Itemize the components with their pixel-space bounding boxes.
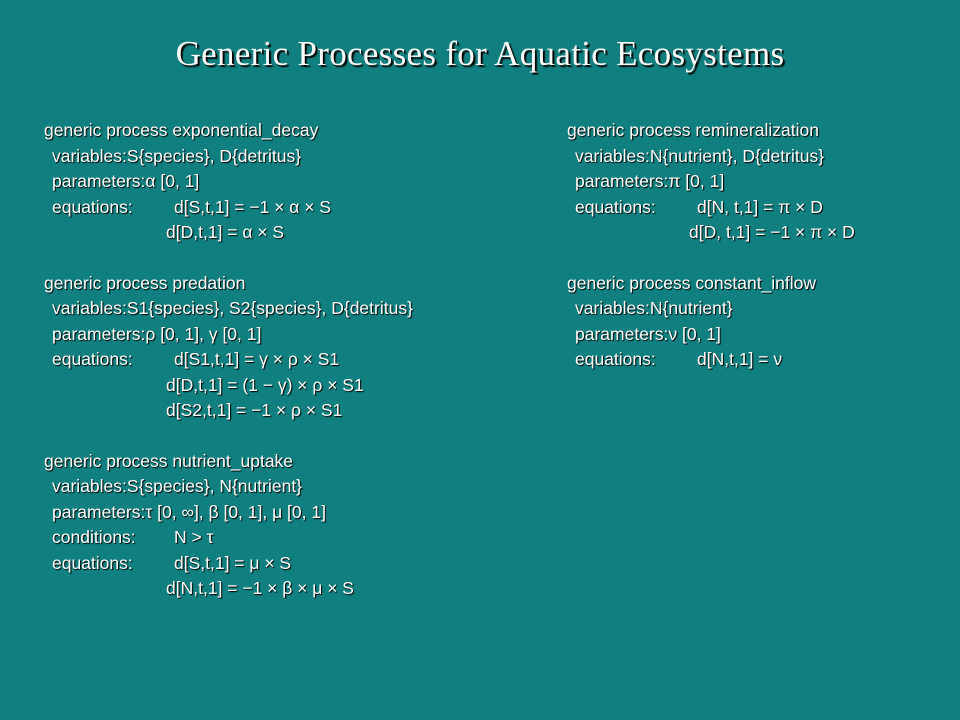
line-value: S{species}, N{nutrient} bbox=[126, 476, 303, 496]
process-block bbox=[567, 118, 947, 246]
process-line bbox=[44, 347, 514, 373]
process-line bbox=[567, 347, 947, 373]
line-key: equations: bbox=[52, 552, 133, 573]
line-value: S{species}, D{detritus} bbox=[126, 145, 302, 166]
process-line bbox=[567, 144, 947, 170]
process-line bbox=[44, 500, 514, 526]
process-header: generic process constant_inflow bbox=[567, 272, 817, 293]
line-value: d[D, t,1] = −1 × π × D bbox=[689, 222, 855, 242]
process-line bbox=[44, 551, 514, 577]
process-line bbox=[44, 195, 514, 221]
line-key: equations: bbox=[575, 349, 656, 369]
line-value: d[S,t,1] = μ × S bbox=[174, 552, 292, 573]
line-key: parameters: bbox=[575, 323, 669, 344]
line-value: ν [0, 1] bbox=[668, 323, 721, 344]
line-value: π [0, 1] bbox=[668, 171, 725, 191]
slide-title: Generic Processes for Aquatic Ecosystems bbox=[175, 34, 785, 73]
process-block bbox=[44, 449, 514, 602]
line-value: d[N, t,1] = π × D bbox=[697, 196, 823, 217]
line-key: parameters: bbox=[575, 171, 669, 191]
process-line bbox=[567, 169, 947, 195]
line-value: N{nutrient}, D{detritus} bbox=[649, 145, 825, 166]
line-key: parameters: bbox=[52, 501, 146, 522]
line-value: N > τ bbox=[174, 527, 214, 547]
equation-continuation bbox=[44, 373, 514, 399]
line-key: equations: bbox=[52, 196, 133, 217]
line-key: variables: bbox=[52, 476, 127, 496]
line-value: τ [0, ∞], β [0, 1], μ [0, 1] bbox=[145, 501, 326, 522]
process-line bbox=[44, 144, 514, 170]
process-line bbox=[44, 296, 514, 322]
process-line bbox=[44, 525, 514, 551]
line-value: d[D,t,1] = α × S bbox=[166, 222, 285, 242]
process-line bbox=[44, 474, 514, 500]
equation-continuation bbox=[44, 220, 514, 246]
line-key: conditions: bbox=[52, 527, 136, 547]
line-key: variables: bbox=[575, 145, 650, 166]
process-header: generic process predation bbox=[44, 272, 246, 293]
line-value: ρ [0, 1], γ [0, 1] bbox=[145, 323, 262, 344]
line-key: variables: bbox=[52, 298, 127, 318]
line-value: S1{species}, S2{species}, D{detritus} bbox=[126, 298, 413, 318]
process-line bbox=[567, 296, 947, 322]
line-key: variables: bbox=[52, 145, 127, 166]
process-line bbox=[44, 169, 514, 195]
line-value: N{nutrient} bbox=[649, 298, 733, 318]
line-value: α [0, 1] bbox=[145, 171, 200, 191]
line-key: variables: bbox=[575, 298, 650, 318]
line-value: d[S1,t,1] = γ × ρ × S1 bbox=[174, 349, 340, 369]
process-header: generic process remineralization bbox=[567, 120, 819, 140]
line-key: equations: bbox=[52, 349, 133, 369]
right-column bbox=[567, 118, 947, 398]
line-value: d[N,t,1] = −1 × β × μ × S bbox=[166, 578, 354, 598]
process-block bbox=[44, 271, 514, 424]
process-line bbox=[44, 322, 514, 348]
line-value: d[D,t,1] = (1 − γ) × ρ × S1 bbox=[166, 374, 364, 395]
line-value: d[S,t,1] = −1 × α × S bbox=[174, 196, 332, 217]
line-key: parameters: bbox=[52, 171, 146, 191]
left-column bbox=[44, 118, 514, 627]
line-key: parameters: bbox=[52, 323, 146, 344]
process-block bbox=[44, 118, 514, 246]
process-header: generic process nutrient_uptake bbox=[44, 450, 294, 471]
equation-continuation bbox=[44, 576, 514, 602]
line-key: equations: bbox=[575, 196, 656, 217]
process-line bbox=[567, 195, 947, 221]
process-header: generic process exponential_decay bbox=[44, 120, 319, 140]
line-value: d[S2,t,1] = −1 × ρ × S1 bbox=[166, 400, 343, 420]
process-line bbox=[567, 322, 947, 348]
line-value: d[N,t,1] = ν bbox=[697, 349, 783, 369]
equation-continuation bbox=[44, 398, 514, 424]
process-block bbox=[567, 271, 947, 373]
equation-continuation bbox=[567, 220, 947, 246]
